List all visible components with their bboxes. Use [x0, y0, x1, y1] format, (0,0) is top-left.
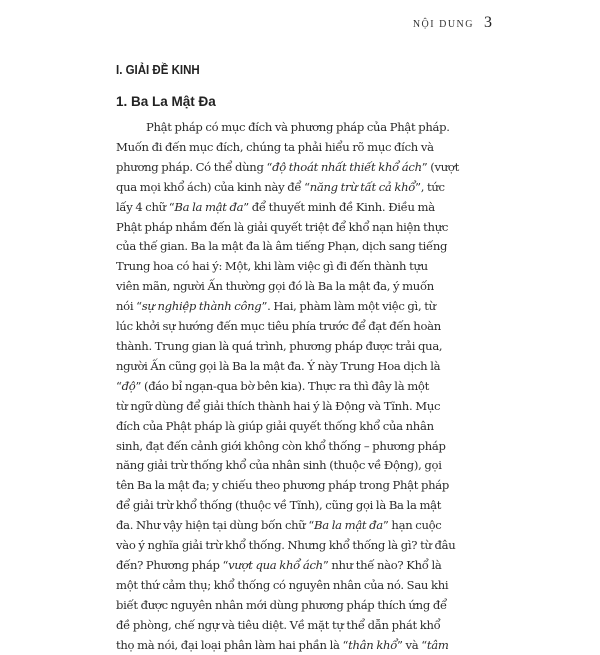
text-run: đa. Như vậy hiện tại dùng bốn chữ “: [116, 518, 314, 533]
italic-phrase: độ: [121, 378, 136, 393]
text-run: lấy 4 chữ “: [116, 199, 175, 214]
text-run: ” như thế nào? Khổ là: [322, 557, 442, 572]
text-run: người Ấn cũng gọi là Ba la mật đa. Ý này Trung Hoa dịch là: [116, 358, 441, 373]
text-line: [116, 636, 536, 655]
italic-phrase: Ba la mật đa: [174, 199, 244, 214]
text-line: [116, 496, 536, 516]
text-run: đề phòng, chế ngự và tiêu diệt. Về mặt tự thể dẫn phát khổ: [116, 617, 441, 632]
text-line: [116, 417, 536, 437]
text-run: Trung hoa có hai ý: Một, khi làm việc gì đi đến thành tựu: [116, 259, 428, 274]
text-line: [116, 257, 536, 277]
text-line: [116, 237, 536, 257]
italic-phrase: năng trừ tất cả khổ: [309, 179, 416, 194]
text-line: [116, 377, 536, 397]
text-run: ” hạn cuộc: [382, 518, 442, 533]
body-paragraph: [116, 118, 536, 655]
subsection-heading: 1. Ba La Mật Đa: [116, 94, 216, 109]
text-line: [116, 516, 536, 536]
text-run: ” (đáo bỉ ngạn-qua bờ bên kia). Thực ra thì đây là một: [135, 378, 429, 393]
text-run: phương pháp. Có thể dùng “: [116, 159, 273, 174]
text-run: đến? Phương pháp “: [116, 557, 229, 572]
text-run: qua mọi khổ ách) của kinh này để “: [116, 179, 310, 194]
text-run: một thứ cảm thụ; khổ thống có nguyên nhân của nó. Sau khi: [116, 577, 449, 592]
italic-phrase: sự nghiệp thành công: [141, 299, 262, 314]
text-line: [116, 297, 536, 317]
text-run: Phật pháp nhắm đến là giải quyết triệt để khổ nạn hiện thực: [116, 219, 449, 234]
text-run: ”, tức: [415, 179, 445, 194]
text-line: [116, 536, 536, 556]
text-run: đích của Phật pháp là giúp giải quyết thống khổ của nhân: [116, 418, 434, 433]
italic-phrase: thân khổ: [348, 637, 398, 652]
italic-phrase: tâm: [426, 637, 449, 652]
text-line: [116, 277, 536, 297]
text-run: để giải trừ khổ thống (thuộc về Tĩnh), cũng gọi là Ba la mật: [116, 498, 442, 513]
section-heading: I. GIẢI ĐỀ KINH: [116, 63, 200, 77]
text-run: ”. Hai, phàm làm một việc gì, từ: [261, 299, 436, 314]
text-line: [116, 616, 536, 636]
text-run: tên Ba la mật đa; y chiếu theo phương pháp trong Phật pháp: [116, 478, 450, 493]
text-line: [116, 218, 536, 238]
text-run: sinh, đạt đến cảnh giới không còn khổ thống – phương pháp: [116, 438, 446, 453]
text-line: [116, 456, 536, 476]
text-line: [116, 596, 536, 616]
text-run: biết được nguyên nhân mới dùng phương pháp thích ứng để: [116, 597, 447, 612]
italic-phrase: vượt qua khổ ách: [228, 557, 323, 572]
text-run: nói “: [116, 299, 142, 314]
italic-phrase: độ thoát nhất thiết khổ ách: [272, 159, 422, 174]
text-line: [116, 556, 536, 576]
text-run: ” và “: [397, 637, 427, 652]
text-line: [116, 437, 536, 457]
text-run: năng giải trừ thống khổ của nhân sinh (thuộc về Động), gọi: [116, 458, 442, 473]
text-run: ” để thuyết minh đề Kinh. Điều mà: [243, 199, 435, 214]
running-head: [413, 14, 492, 32]
text-run: lúc khởi sự hướng đến mục tiêu phía trước để đạt đến hoàn: [116, 319, 441, 334]
text-run: thành. Trung gian là quá trình, phương pháp được trải qua,: [116, 338, 443, 353]
text-line: [116, 198, 536, 218]
text-line: [116, 576, 536, 596]
running-head-title: NỘI DUNG: [412, 19, 474, 30]
page-number: 3: [484, 14, 492, 31]
text-run: viên mãn, người Ấn thường gọi đó là Ba la mật đa, ý muốn: [116, 279, 434, 294]
text-run: ” (vượt: [421, 159, 459, 174]
text-run: vào ý nghĩa giải trừ khổ thống. Nhưng khổ thống là gì? từ đâu: [116, 538, 456, 553]
text-run: của thế gian. Ba la mật đa là âm tiếng Phạn, dịch sang tiếng: [116, 239, 448, 254]
text-line: [116, 178, 536, 198]
text-run: thọ mà nói, đại loại phân làm hai phần là “: [116, 637, 349, 652]
text-run: Phật pháp có mục đích và phương pháp của Phật pháp.: [146, 120, 450, 134]
text-line: [116, 158, 536, 178]
text-line: [116, 317, 536, 337]
text-line: [116, 397, 536, 417]
text-run: từ ngữ dùng để giải thích thành hai ý là Động và Tĩnh. Mục: [116, 398, 441, 413]
text-line: [116, 357, 536, 377]
text-line: [116, 337, 536, 357]
text-line: [116, 138, 536, 158]
italic-phrase: Ba la mật đa: [314, 518, 383, 533]
text-line: [116, 476, 536, 496]
text-run: Muốn đi đến mục đích, chúng ta phải hiểu rõ mục đích và: [116, 139, 434, 154]
text-run: “: [116, 378, 122, 393]
text-line: [116, 118, 536, 138]
